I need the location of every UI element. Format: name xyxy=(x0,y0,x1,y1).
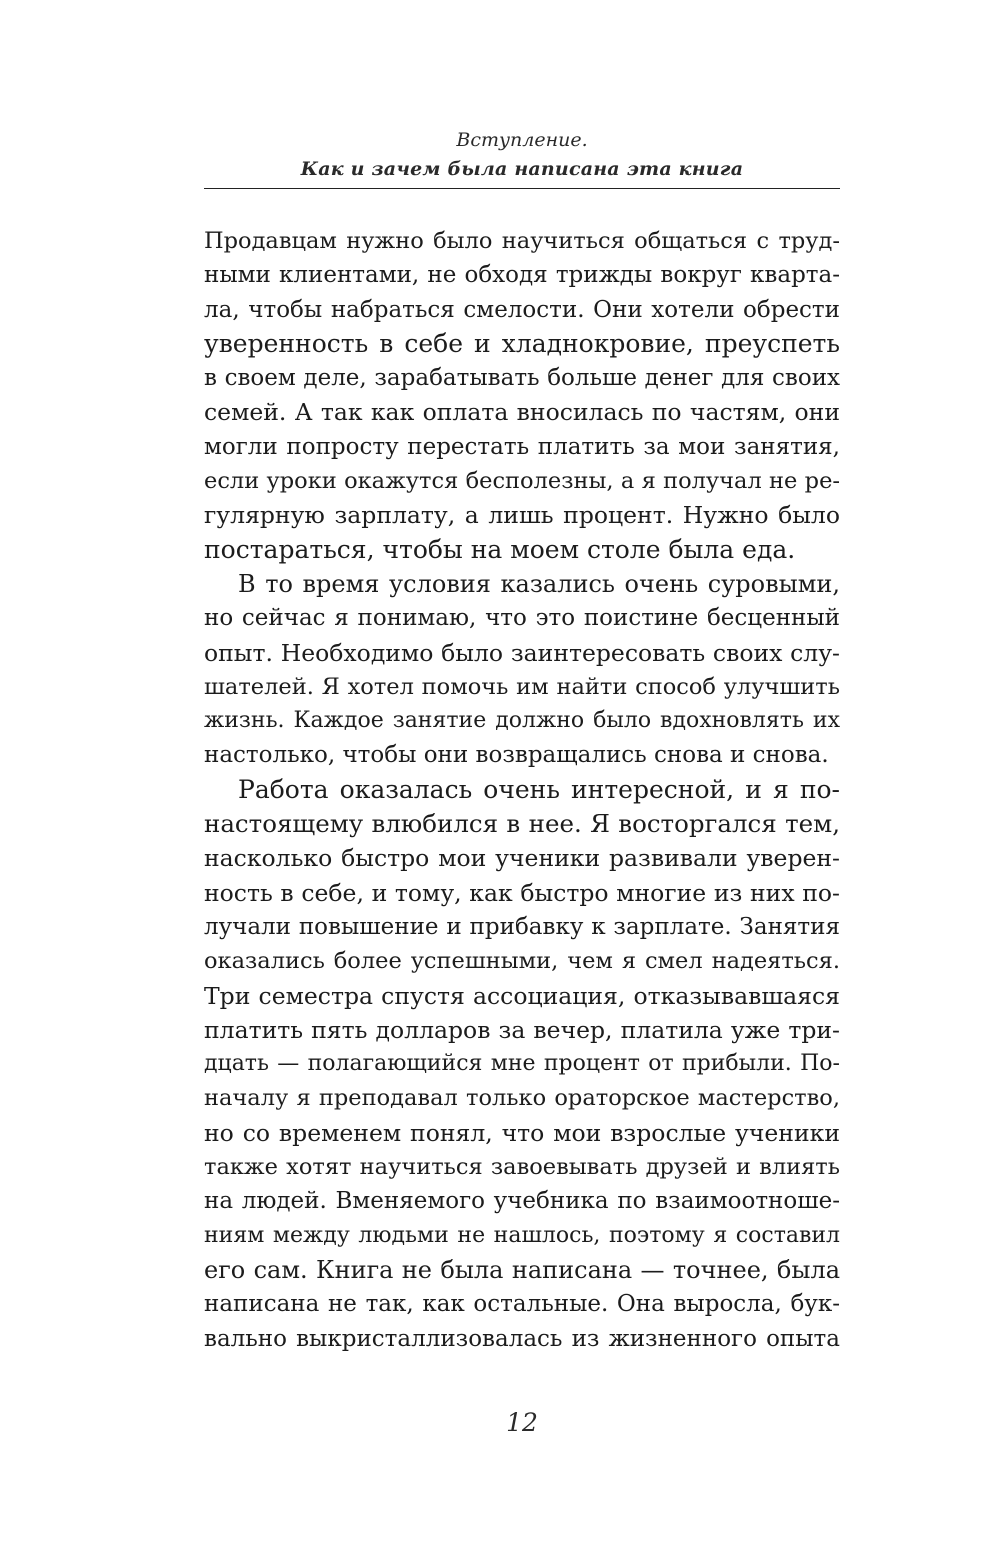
text-line: если уроки окажутся бесполезны, а я получал не ре- xyxy=(204,468,840,495)
text-line: Продавцам нужно было научиться общаться с труд- xyxy=(204,228,840,254)
text-line: уверенность в себе и хладнокровие, преуспеть xyxy=(204,328,840,358)
text-line: постараться, чтобы на моем столе была еда. xyxy=(204,534,796,564)
text-line: ными клиентами, не обходя трижды вокруг кварта- xyxy=(204,262,840,289)
text-line: могли попросту перестать платить за мои занятия, xyxy=(204,433,840,460)
section-label: Вступление. xyxy=(456,129,588,151)
text-line: также хотят научиться завоевывать друзей и влиять xyxy=(204,1154,840,1181)
text-line: вально выкристаллизовалась из жизненного опыта xyxy=(204,1325,840,1352)
running-header xyxy=(204,126,840,184)
text-line: В то время условия казались очень суровыми, xyxy=(238,569,840,598)
text-line: гулярную зарплату, а лишь процент. Нужно было xyxy=(204,501,840,530)
text-line: лучали повышение и прибавку к зарплате. Занятия xyxy=(204,913,840,940)
text-line: семей. А так как оплата вносилась по частям, они xyxy=(204,398,840,427)
text-line: насколько быстро мои ученики развивали уверен- xyxy=(204,844,840,873)
text-line: Три семестра спустя ассоциация, отказывавшаяся xyxy=(204,981,840,1010)
text-line: дцать — полагающийся мне процент от прибыли. По- xyxy=(204,1051,840,1077)
text-line: ниям между людьми не нашлось, поэтому я составил xyxy=(204,1222,840,1248)
text-line: ла, чтобы набраться смелости. Они хотели обрести xyxy=(204,296,840,323)
text-line: но сейчас я понимаю, что это поистине бесценный xyxy=(204,605,840,632)
text-line: оказались более успешными, чем я смел надеяться. xyxy=(204,948,840,975)
text-line: настолько, чтобы они возвращались снова и снова. xyxy=(204,742,829,769)
text-line: в своем деле, зарабатывать больше денег для своих xyxy=(204,365,840,392)
text-line: настоящему влюбился в нее. Я восторгался тем, xyxy=(204,809,840,839)
header-divider xyxy=(204,188,840,189)
text-line: Работа оказалась очень интересной, и я по- xyxy=(238,774,840,804)
text-line: началу я преподавал только ораторское мастерство, xyxy=(204,1085,840,1112)
text-line: ность в себе, и тому, как быстро многие из них по- xyxy=(204,878,840,907)
body-text xyxy=(204,224,840,1356)
text-line: его сам. Книга не была написана — точнее, была xyxy=(204,1255,840,1284)
text-line: шателей. Я хотел помочь им найти способ улучшить xyxy=(204,673,840,700)
chapter-title: Как и зачем была написана эта книга xyxy=(300,158,744,180)
text-line: платить пять долларов за вечер, платила уже три- xyxy=(204,1015,840,1044)
text-line: жизнь. Каждое занятие должно было вдохновлять их xyxy=(204,708,840,734)
text-line: опыт. Необходимо было заинтересовать своих слу- xyxy=(204,638,840,667)
text-line: на людей. Вменяемого учебника по взаимоотноше- xyxy=(204,1188,840,1215)
page-number: 12 xyxy=(506,1408,538,1437)
text-line: написана не так, как остальные. Она выросла, бук- xyxy=(204,1291,840,1318)
text-line: но со временем понял, что мои взрослые ученики xyxy=(204,1118,840,1147)
